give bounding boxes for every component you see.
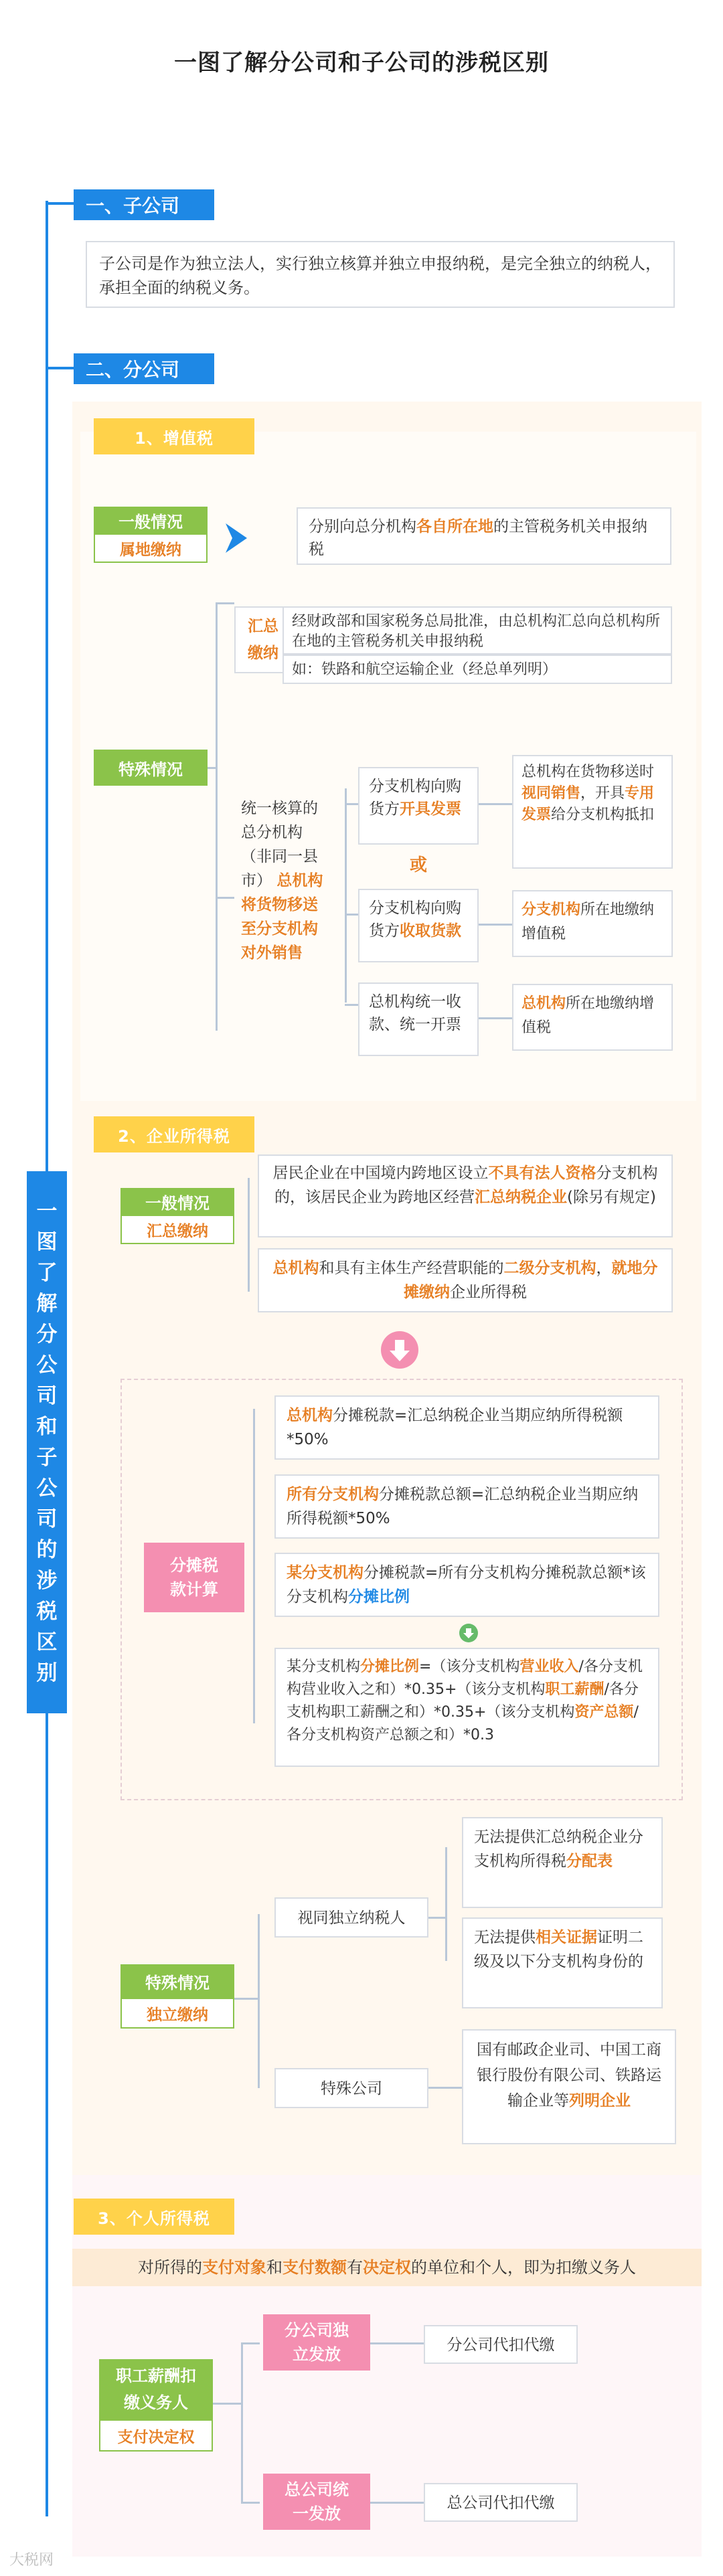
vat-general-text xyxy=(297,507,671,565)
cit-heading: 2、企业所得税 xyxy=(94,1116,254,1152)
vat-case-link2 xyxy=(345,914,358,916)
sec2-heading: 二、分公司 xyxy=(74,353,214,384)
vat-or-label: 或 xyxy=(410,855,428,875)
cit-general-trunk xyxy=(248,1178,250,1292)
iit-branch1-label: 分公司独立发放 xyxy=(263,2314,370,2371)
cit-indep-case2 xyxy=(462,1917,663,2008)
iit-branch2-text: 总公司代扣代缴 xyxy=(424,2483,578,2522)
alloc-f1-b: 分摊税款=汇总纳税企业当期应纳所得税额*50% xyxy=(287,1407,623,1448)
alloc-f3-hl2: 分摊比例 xyxy=(348,1588,410,1606)
vat-case-link1 xyxy=(345,803,358,805)
alloc-f4-b: =（该分支机构 xyxy=(419,1658,520,1675)
vat-unified xyxy=(234,790,335,1011)
cit-special-co-text xyxy=(462,2029,676,2144)
vat-unified-text-hl: 总机构将货物移送至分支机构对外销售 xyxy=(241,872,323,962)
vat-res-link3 xyxy=(479,1017,512,1019)
alloc-formula4 xyxy=(274,1648,659,1767)
iit-left-link xyxy=(213,2403,241,2405)
iit-branch2-label: 总公司统一发放 xyxy=(263,2474,370,2530)
vat-result1 xyxy=(512,755,673,869)
iit-intro xyxy=(72,2249,702,2286)
cit-special-sub: 独立缴纳 xyxy=(120,1998,234,2029)
alloc-f3-hl: 某分支机构 xyxy=(287,1564,364,1581)
alloc-f4-hl3: 职工薪酬 xyxy=(545,1681,605,1698)
vat-unified-text-a: 统一核算的总分机构（非同一县市） xyxy=(241,800,318,889)
alloc-formula2 xyxy=(274,1474,659,1539)
cit-text2-hl1: 总机构 xyxy=(272,1260,319,1277)
cit-special-label: 特殊情况 xyxy=(120,1964,234,1998)
alloc-f4-hl2: 营业收入 xyxy=(519,1658,579,1675)
vat-res-link2 xyxy=(479,924,512,926)
alloc-formula1 xyxy=(274,1395,659,1460)
iit-intro-a: 对所得的 xyxy=(138,2258,202,2277)
vat-case-collect xyxy=(358,889,479,962)
vat-case-invoice xyxy=(358,767,479,845)
cit-indep1-hl: 分配表 xyxy=(566,1853,613,1870)
alloc-f1-hl: 总机构 xyxy=(287,1407,333,1424)
vat-result3-b: 所在地缴纳增值税 xyxy=(521,995,655,1036)
vat-res-link1 xyxy=(479,803,512,805)
chevron-right-icon xyxy=(223,522,250,554)
iit-branch2-arrow xyxy=(370,2502,424,2504)
vat-special-trunk xyxy=(216,602,218,1031)
vat-result1-hl1: 视同销售 xyxy=(521,785,581,802)
cit-special-co-hl: 列明企业 xyxy=(569,2092,631,2110)
vat-heading: 1、增值税 xyxy=(94,418,254,454)
vat-summary-label: 汇总缴纳 xyxy=(234,606,292,673)
cit-special-co-link xyxy=(428,2087,462,2089)
vat-general-sub: 属地缴纳 xyxy=(94,533,208,563)
alloc-formula3 xyxy=(274,1553,659,1617)
cit-text1-b: 分支机构的，该居民企业为跨地区经营 xyxy=(274,1165,658,1206)
sec1-heading: 一、子公司 xyxy=(74,189,214,220)
cit-indep-link xyxy=(428,1917,445,1919)
alloc-f4-c: /各分支机构营业收入之和）*0.35+（该分支机构 xyxy=(287,1658,643,1698)
vat-result1-b: ，开具 xyxy=(580,785,625,802)
alloc-f4-d: /各分支机构职工薪酬之和）*0.35+（该分支机构 xyxy=(287,1681,639,1721)
vat-case-link3 xyxy=(345,1004,358,1006)
cit-indep-case1 xyxy=(462,1817,663,1908)
arrow-down-icon xyxy=(380,1330,419,1369)
iit-intro-hl1: 支付对象 xyxy=(202,2258,266,2277)
alloc-label: 分摊税款计算 xyxy=(144,1543,244,1612)
cit-special-co-a: 国有邮政企业司、中国工商银行股份有限公司、铁路运输企业等 xyxy=(477,2041,661,2110)
iit-intro-b: 和 xyxy=(266,2258,283,2277)
vat-result2-hl: 分支机构 xyxy=(521,901,581,918)
cit-text1-hl1: 不具有法人资格 xyxy=(488,1165,596,1182)
sec1-connector xyxy=(46,202,74,205)
iit-branch1-text: 分公司代扣代缴 xyxy=(424,2325,578,2364)
iit-intro-d: 的单位和个人，即为扣缴义务人 xyxy=(411,2258,636,2277)
alloc-trunk xyxy=(253,1409,255,1723)
alloc-f4-e: /各分支机构资产总额之和）*0.3 xyxy=(287,1704,639,1743)
iit-left-label: 职工薪酬扣缴义务人 xyxy=(99,2359,213,2419)
vat-case-trunk xyxy=(345,788,347,1003)
vat-case-invoice-a: 分支机构向购货方 xyxy=(369,778,461,818)
vat-general-text-hl: 各自所在地 xyxy=(416,518,493,535)
iit-intro-c: 有 xyxy=(347,2258,363,2277)
vat-general-label: 一般情况 xyxy=(94,507,208,533)
sec2-connector xyxy=(46,367,74,369)
cit-indep2-a: 无法提供 xyxy=(474,1929,536,1946)
iit-branch1-link xyxy=(241,2342,260,2344)
alloc-f2-b: 分摊税款总额=汇总纳税企业当期应纳所得税额*50% xyxy=(287,1486,639,1527)
vat-special-label: 特殊情况 xyxy=(94,750,208,786)
vat-case-invoice-hl: 开具发票 xyxy=(400,800,461,818)
vat-case-hq: 总机构统一收款、统一开票 xyxy=(358,982,479,1056)
vat-result1-c: 给分支机构抵扣 xyxy=(551,806,655,823)
iit-trunk xyxy=(241,2342,243,2503)
vat-summary-example: 如：铁路和航空运输企业（经总单列明） xyxy=(283,655,672,684)
alloc-f4-hl1: 分摊比例 xyxy=(360,1658,420,1675)
vat-result3-hl: 总机构 xyxy=(521,995,566,1012)
vat-special-link xyxy=(208,767,217,769)
page-title: 一图了解分公司和子公司的涉税区别 xyxy=(174,50,549,76)
cit-indep2-b: 证明二级及以下分支机构身份的 xyxy=(474,1929,643,1970)
iit-intro-hl3: 决定权 xyxy=(363,2258,411,2277)
cit-special-trunk xyxy=(258,1914,260,2088)
vat-case-collect-hl: 收取货款 xyxy=(400,922,461,940)
iit-left-sub: 支付决定权 xyxy=(99,2419,213,2452)
sec1-text: 子公司是作为独立法人，实行独立核算并独立申报纳税，是完全独立的纳税人，承担全面的纳税义务。 xyxy=(86,241,675,308)
cit-general-text2 xyxy=(258,1248,673,1312)
side-title-bar: 一图了解分公司和子公司的涉税区别 xyxy=(27,1171,67,1713)
vat-case-collect-a: 分支机构向购货方 xyxy=(369,899,461,940)
cit-general-label: 一般情况 xyxy=(120,1188,234,1215)
cit-indep2-hl: 相关证据 xyxy=(536,1929,597,1946)
cit-text1-a: 居民企业在中国境内跨地区设立 xyxy=(272,1165,489,1182)
vat-result1-hl2: 专用发票 xyxy=(521,785,655,823)
vat-result2-b: 所在地缴纳增值税 xyxy=(521,901,655,942)
alloc-f4-a: 某分支机构 xyxy=(287,1658,361,1675)
vat-special-branch2 xyxy=(216,897,234,899)
cit-text2-a: 和具有主体生产经营职能的 xyxy=(319,1260,504,1277)
vat-general-text-a: 分别向总分机构 xyxy=(309,518,416,535)
iit-branch2-link xyxy=(241,2502,260,2504)
cit-special-link xyxy=(234,1998,258,2000)
cit-general-text1 xyxy=(258,1154,673,1237)
cit-text2-b: ， xyxy=(596,1260,612,1277)
cit-text1-hl2: 汇总纳税企业 xyxy=(475,1189,568,1206)
alloc-f3-b: 分摊税款=所有分支机构分摊税款总额*该分支机构 xyxy=(287,1564,646,1606)
alloc-f4-hl4: 资产总额 xyxy=(574,1704,634,1721)
iit-heading: 3、个人所得税 xyxy=(74,2199,234,2235)
cit-text1-c: (除另有规定) xyxy=(567,1189,656,1206)
cit-general-sub: 汇总缴纳 xyxy=(120,1215,234,1244)
cit-text2-c: 企业所得税 xyxy=(450,1284,527,1301)
iit-intro-hl2: 支付数额 xyxy=(283,2258,347,2277)
iit-branch1-arrow xyxy=(370,2342,424,2344)
cit-text2-hl2: 二级分支机构 xyxy=(503,1260,596,1277)
cit-indep1-a: 无法提供汇总纳税企业分支机构所得税 xyxy=(474,1828,643,1870)
vat-result1-a: 总机构在货物移送时 xyxy=(521,764,655,780)
alloc-f2-hl: 所有分支机构 xyxy=(287,1486,379,1503)
cit-indep-trunk xyxy=(445,1847,447,1961)
small-arrow-down-icon xyxy=(459,1623,479,1643)
vat-result3 xyxy=(512,984,673,1051)
vat-special-branch1 xyxy=(216,602,234,604)
cit-text2-hl3: 就地分摊缴纳 xyxy=(404,1260,658,1301)
cit-special-co-label: 特殊公司 xyxy=(274,2068,428,2108)
vat-summary-text: 经财政部和国家税务总局批准，由总机构汇总向总机构所在地的主管税务机关申报纳税 xyxy=(283,606,672,655)
watermark: 大税网 xyxy=(9,2552,54,2569)
vat-general-text-b: 的主管税务机关申报纳税 xyxy=(309,518,647,558)
vat-result2 xyxy=(512,890,673,957)
cit-indep-label: 视同独立纳税人 xyxy=(274,1897,428,1938)
